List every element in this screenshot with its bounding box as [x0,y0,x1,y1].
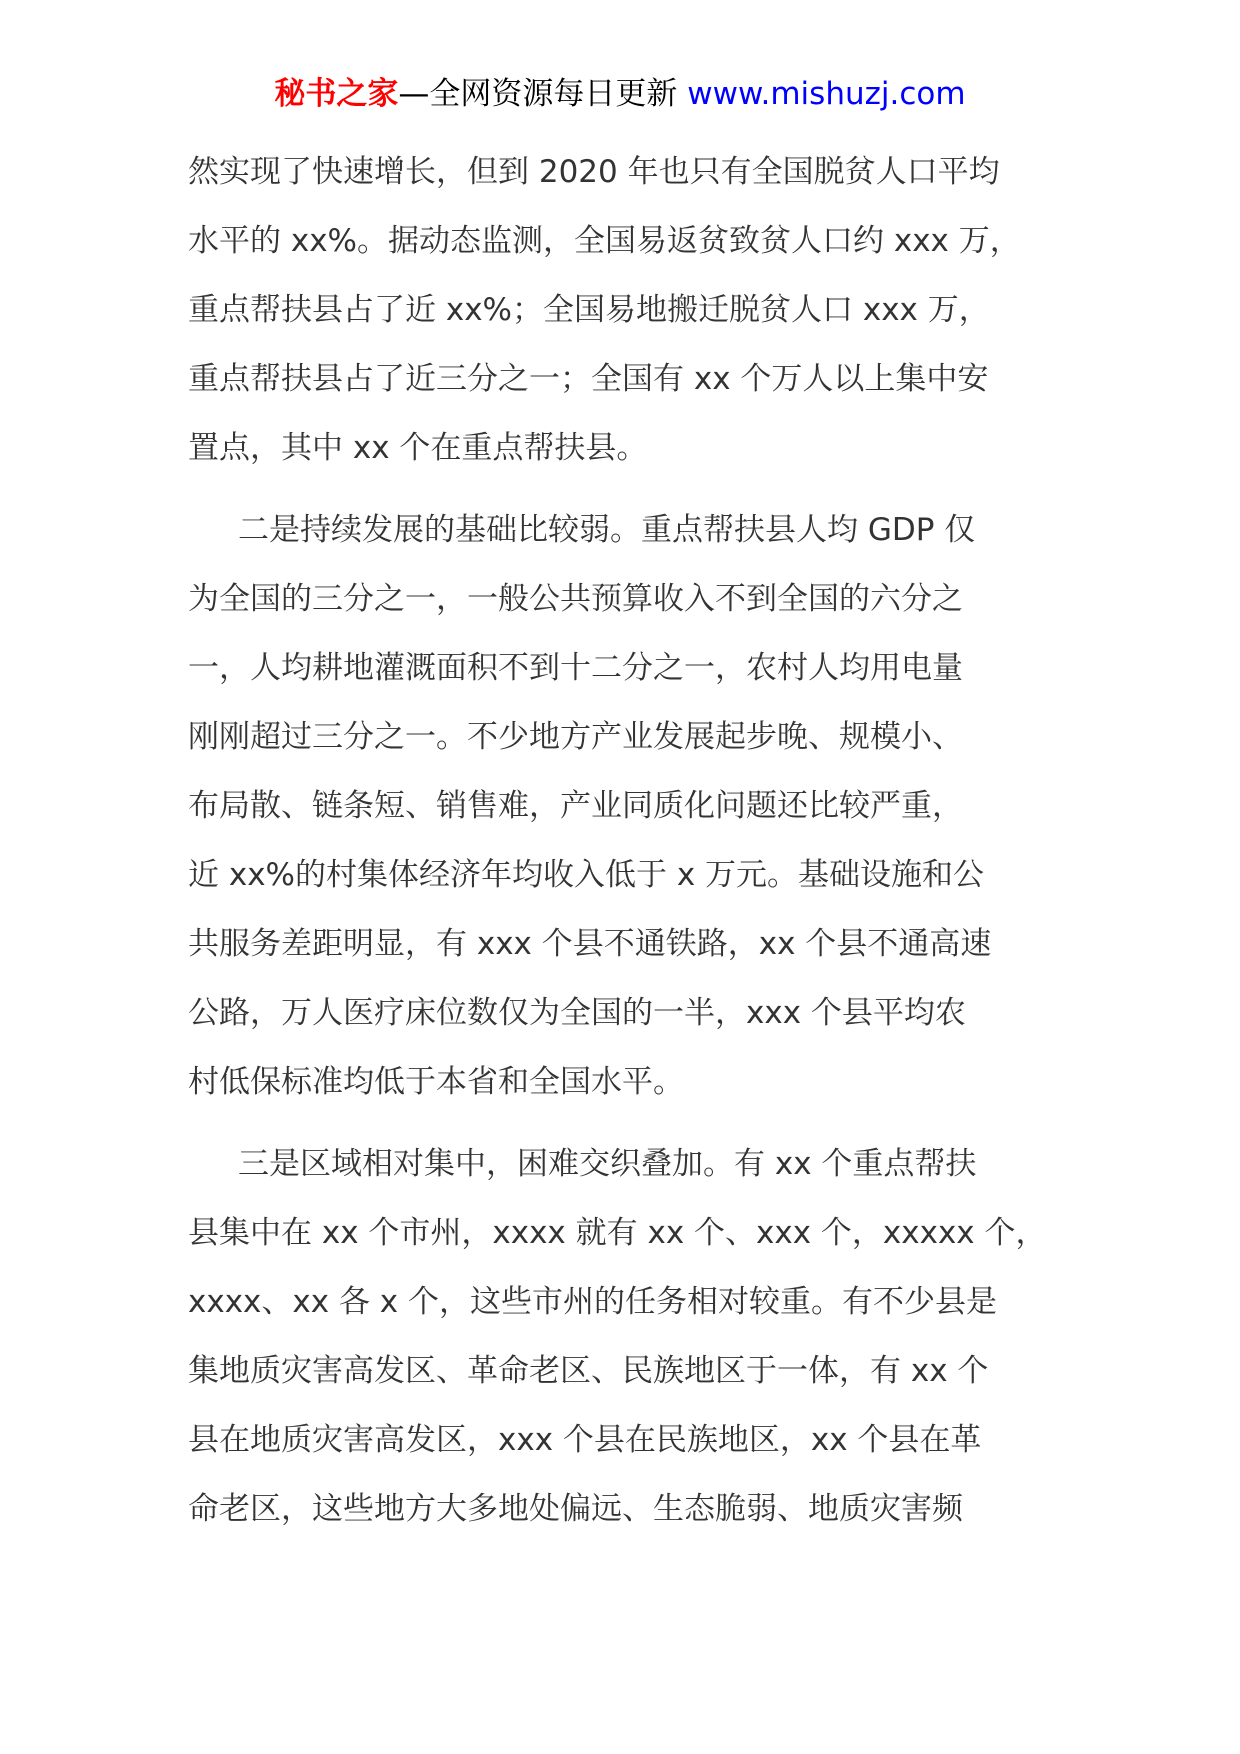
paragraph-line: 共服务差距明显，有 xxx 个县不通铁路，xx 个县不通高速 [188,926,992,962]
paragraph-line: 县集中在 xx 个市州，xxxx 就有 xx 个、xxx 个，xxxxx 个， [188,1215,1047,1251]
paragraph-line: 集地质灾害高发区、革命老区、民族地区于一体，有 xx 个 [188,1353,989,1389]
brand-name: 秘书之家 [274,76,399,112]
paragraph-line: 二是持续发展的基础比较弱。重点帮扶县人均 GDP 仅 [238,512,976,548]
paragraph-line: 刚刚超过三分之一。不少地方产业发展起步晚、规模小、 [188,719,963,755]
paragraph-line: 重点帮扶县占了近三分之一；全国有 xx 个万人以上集中安 [188,361,989,397]
paragraph-line: 命老区，这些地方大多地处偏远、生态脆弱、地质灾害频 [188,1491,963,1527]
paragraph-line: 置点，其中 xx 个在重点帮扶县。 [188,430,648,466]
paragraph-line: 一，人均耕地灌溉面积不到十二分之一，农村人均用电量 [188,650,963,686]
paragraph-line: xxxx、xx 各 x 个，这些市州的任务相对较重。有不少县是 [188,1284,997,1320]
paragraph-line: 为全国的三分之一，一般公共预算收入不到全国的六分之 [188,581,963,617]
paragraph-3 [188,1130,1068,1544]
header-tagline: —全网资源每日更新 [398,76,678,112]
paragraph-line: 然实现了快速增长，但到 2020 年也只有全国脱贫人口平均 [188,154,1000,190]
page-header [0,72,1240,116]
paragraph-line: 公路，万人医疗床位数仅为全国的一半，xxx 个县平均农 [188,995,966,1031]
document-body [188,138,1068,1544]
site-url-link[interactable]: www.mishuzj.com [687,76,966,112]
paragraph-line: 水平的 xx%。据动态监测，全国易返贫致贫人口约 xxx 万， [188,223,1021,259]
paragraph-line: 县在地质灾害高发区，xxx 个县在民族地区，xx 个县在革 [188,1422,982,1458]
paragraph-2 [188,496,1068,1117]
paragraph-line: 布局散、链条短、销售难，产业同质化问题还比较严重， [188,788,963,824]
paragraph-line: 重点帮扶县占了近 xx%；全国易地搬迁脱贫人口 xxx 万， [188,292,990,328]
paragraph-line: 三是区域相对集中，困难交织叠加。有 xx 个重点帮扶 [238,1146,977,1182]
paragraph-1 [188,138,1068,483]
paragraph-line: 近 xx%的村集体经济年均收入低于 x 万元。基础设施和公 [188,857,985,893]
paragraph-line: 村低保标准均低于本省和全国水平。 [188,1064,684,1100]
